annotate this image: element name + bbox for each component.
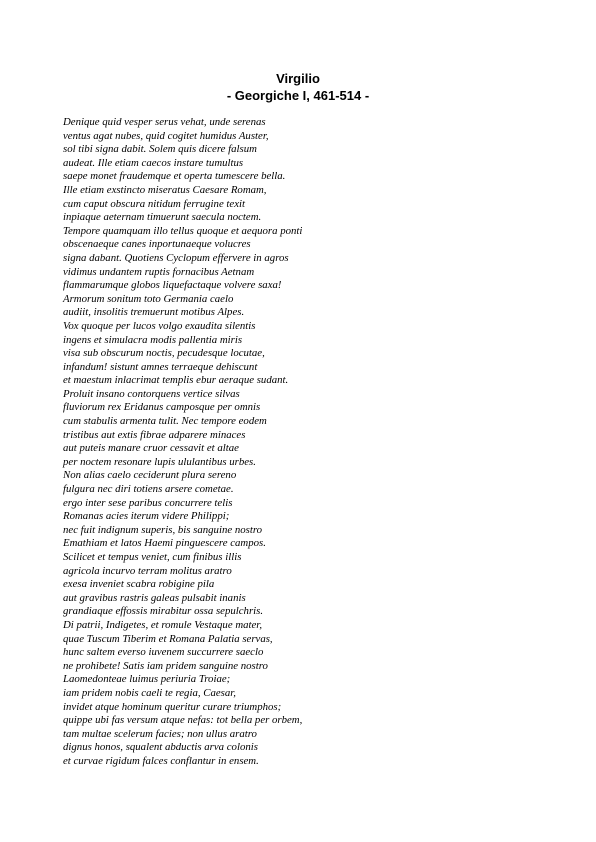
- poem-line: tam multae scelerum facies; non ullus aratro: [63, 727, 257, 740]
- poem-line: et maestum inlacrimat templis ebur aeraque sudant.: [63, 374, 289, 387]
- poem-line: et curvae rigidum falces conflantur in ensem.: [63, 754, 259, 767]
- poem-line: tristibus aut extis fibrae adparere minaces: [63, 428, 246, 441]
- poem-line: aut gravibus rastris galeas pulsabit inanis: [63, 591, 246, 604]
- poem-line: hunc saltem everso iuvenem succurrere saeclo: [63, 646, 264, 659]
- poem-line: inpiaque aeternam timuerunt saecula noctem.: [63, 211, 262, 224]
- author-title: Virgilio: [276, 71, 320, 86]
- poem-line: Tempore quamquam illo tellus quoque et aequora ponti: [63, 224, 303, 237]
- poem-line: audeat. Ille etiam caecos instare tumultus: [63, 156, 244, 169]
- poem-text: [63, 116, 543, 769]
- poem-line: Denique quid vesper serus vehat, unde serenas: [63, 116, 266, 128]
- poem-line: aut puteis manare cruor cessavit et altae: [63, 442, 239, 455]
- poem-line: flammarumque globos liquefactaque volvere saxa!: [63, 279, 282, 292]
- poem-line: Proluit insano contorquens vertice silvas: [63, 387, 240, 400]
- poem-line: dignus honos, squalent abductis arva colonis: [63, 741, 258, 754]
- poem-line: Laomedonteae luimus periuria Troiae;: [63, 673, 231, 686]
- poem-line: Vox quoque per lucos volgo exaudita silentis: [63, 319, 256, 332]
- poem-line: sol tibi signa dabit. Solem quis dicere falsum: [63, 143, 257, 156]
- poem-line: ingens et simulacra modis pallentia miris: [63, 333, 243, 346]
- poem-line: quippe ubi fas versum atque nefas: tot bella per orbem,: [63, 714, 303, 727]
- poem-line: agricola incurvo terram molitus aratro: [63, 564, 232, 577]
- poem-line: signa dabant. Quotiens Cyclopum effervere in agros: [63, 251, 289, 264]
- poem-line: audiit, insolitis tremuerunt motibus Alpes.: [63, 306, 245, 319]
- poem-line: invidet atque hominum queritur curare triumphos;: [63, 700, 282, 713]
- poem-line: nec fuit indignum superis, bis sanguine nostro: [63, 523, 263, 536]
- poem-line: vidimus undantem ruptis fornacibus Aetnam: [63, 265, 255, 278]
- poem-line: Non alias caelo ceciderunt plura sereno: [63, 469, 237, 482]
- poem-line: Di patrii, Indigetes, et romule Vestaque mater,: [63, 618, 263, 631]
- poem-line: Ille etiam exstincto miseratus Caesare Romam,: [63, 183, 267, 196]
- poem-line: visa sub obscurum noctis, pecudesque locutae,: [63, 347, 265, 360]
- title-block: [0, 70, 596, 104]
- poem-line: cum stabulis armenta tulit. Nec tempore eodem: [63, 415, 267, 428]
- poem-line: Romanas acies iterum videre Philippi;: [63, 510, 230, 523]
- poem-line: Armorum sonitum toto Germania caelo: [63, 292, 234, 305]
- poem-line: fulgura nec diri totiens arsere cometae.: [63, 483, 234, 496]
- poem-line: ne prohibete! Satis iam pridem sanguine nostro: [63, 659, 268, 672]
- poem-line: fluviorum rex Eridanus camposque per omnis: [63, 401, 261, 414]
- poem-line: per noctem resonare lupis ululantibus urbes.: [63, 455, 256, 468]
- poem-line: obscenaeque canes inportunaeque volucres: [63, 238, 251, 251]
- poem-line: iam pridem nobis caeli te regia, Caesar,: [63, 686, 236, 699]
- poem-line: grandiaque effossis mirabitur ossa sepulchris.: [63, 605, 264, 618]
- poem-line: Emathiam et latos Haemi pinguescere campos.: [63, 537, 266, 550]
- poem-line: infandum! sistunt amnes terraeque dehiscunt: [63, 360, 258, 373]
- work-subtitle: - Georgiche I, 461-514 -: [226, 88, 370, 103]
- poem-line: Scilicet et tempus veniet, cum finibus illis: [63, 551, 242, 563]
- poem-line: exesa inveniet scabra robigine pila: [63, 578, 215, 591]
- poem-line: cum caput obscura nitidum ferrugine texit: [63, 197, 246, 210]
- poem-line: saepe monet fraudemque et operta tumescere bella.: [63, 170, 286, 183]
- poem-line: ergo inter sese paribus concurrere telis: [63, 496, 233, 509]
- poem-line: quae Tuscum Tiberim et Romana Palatia servas,: [63, 632, 273, 645]
- poem-line: ventus agat nubes, quid cogitet humidus Auster,: [63, 129, 269, 142]
